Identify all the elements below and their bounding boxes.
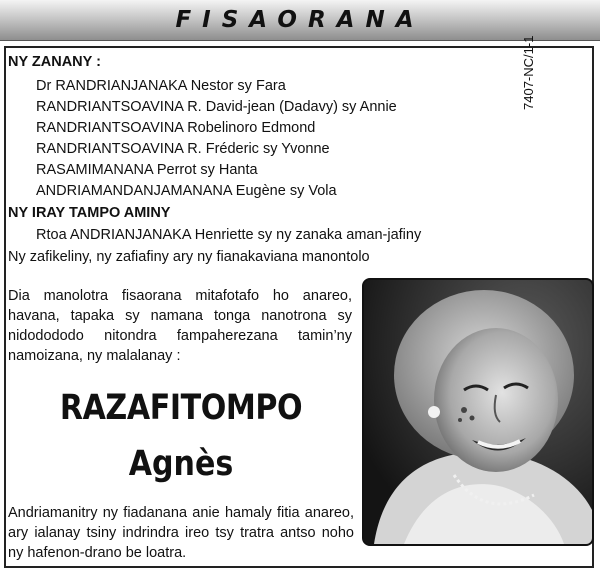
header-bar xyxy=(0,0,600,41)
sibling-entry: Rtoa ANDRIANJANAKA Henriette sy ny zanaka aman-jafiny xyxy=(36,227,422,243)
family-member: ANDRIAMANDANJAMANANA Eugène sy Vola xyxy=(36,183,337,199)
closing-paragraph: Andriamanitry ny fiadanana anie hamaly fitia anareo, ary ialanay tsiny indrindra ireo tsy tratra antso noho ny hafenon-drano be loatra. xyxy=(8,505,354,561)
family-heading: NY ZANANY : xyxy=(8,54,101,70)
sibling-heading: NY IRAY TAMPO AMINY xyxy=(8,205,171,221)
deceased-given-name: Agnès xyxy=(128,444,234,484)
family-member: RANDRIANTSOAVINA R. Fréderic sy Yvonne xyxy=(36,141,330,157)
family-member: RANDRIANTSOAVINA R. David-jean (Dadavy) sy Annie xyxy=(36,99,397,115)
family-member: RASAMIMANANA Perrot sy Hanta xyxy=(36,162,258,178)
family-member: Dr RANDRIANJANAKA Nestor sy Fara xyxy=(36,78,286,94)
portrait-photo xyxy=(362,278,594,546)
deceased-surname: RAZAFITOMPO xyxy=(59,388,303,428)
page-title: FISAORANA xyxy=(175,7,425,33)
intro-paragraph: Dia manolotra fisaorana mitafotafo ho anareo, havana, tapaka sy namana tonga nanotrona sy nidodododo nitondra fampaherezana tamin’ny namoizana, ny malalanay : xyxy=(8,288,352,364)
reference-code: 7407-NC/1-1 xyxy=(521,35,536,110)
extended-family: Ny zafikeliny, ny zafiafiny ary ny fianakaviana manontolo xyxy=(8,249,370,265)
family-member: RANDRIANTSOAVINA Robelinoro Edmond xyxy=(36,120,316,136)
